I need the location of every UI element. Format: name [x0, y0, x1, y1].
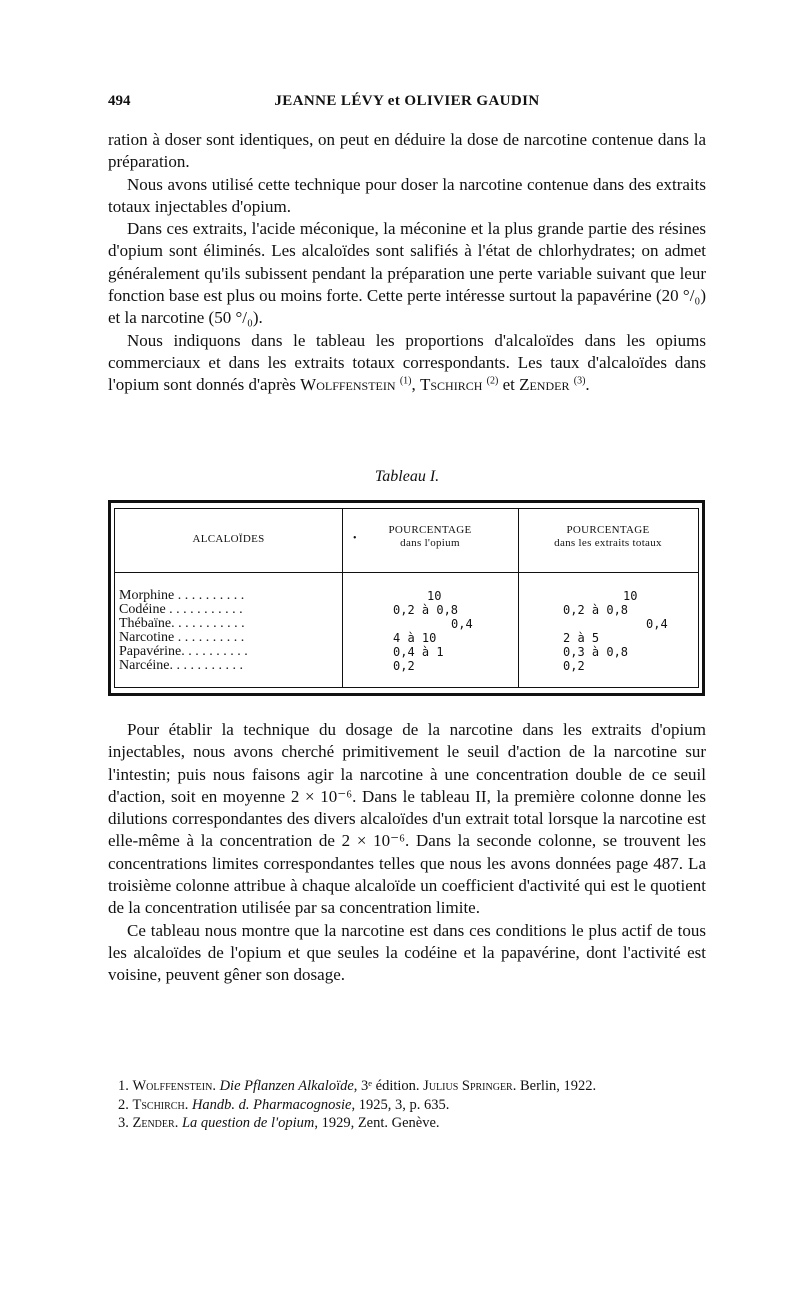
- footnote-author: Wolffenstein: [132, 1078, 213, 1094]
- footnote-number: 2.: [118, 1096, 133, 1113]
- table-row: [115, 659, 698, 673]
- extrait-value: 2 à 5: [563, 631, 600, 645]
- paragraph: Nous avons utilisé cette technique pour doser la narcotine contenue dans des extraits totaux injectables d'opium.: [108, 174, 706, 216]
- table-row: [115, 631, 698, 645]
- extrait-value: 0,4: [646, 617, 668, 631]
- opium-value: 10: [427, 589, 442, 603]
- opium-value: 4 à 10: [393, 631, 437, 645]
- paragraph: Dans ces extraits, l'acide méconique, la méconine et la plus grande partie des résines d'opium sont éliminés. Les alcaloïdes sont salifiés à l'état de chlorhydrates; on admet généralement qu'ils subissent pendant la préparation une perte variable suivant que leur fonction base est plus ou moins forte. Cette perte intéresse surtout la papavérine (20 °/₀) et la narcotine (50 °/₀).: [108, 219, 706, 328]
- footnote-2: 2. Tschirch. Handb. d. Pharmacognosie, 1925, 3, p. 635.: [118, 1096, 450, 1113]
- table-row: [115, 589, 698, 603]
- alkaloid-name: Codéine . . . . . . . . . . .: [119, 603, 243, 617]
- footnote-3: 3. Zender. La question de l'opium, 1929, Zent. Genève.: [118, 1115, 440, 1132]
- footnote-1: 1. Wolffenstein. Die Pflanzen Alkaloïde, 3ᵉ édition. Julius Springer. Berlin, 1922.: [118, 1078, 597, 1094]
- paragraph: Pour établir la technique du dosage de la narcotine dans les extraits d'opium injectables, nous avons cherché primitivement le seuil d'action de la narcotine sur l'intestin; puis nous faisons agir la narcotine à une concentration double de ce seuil d'action, soit en moyenne 2 × 10⁻⁶. Dans le tableau II, la première colonne donne les dilutions correspondantes des divers alcaloïdes d'un extrait total lorsque la narcotine est elle-même à la concentration de 2 × 10⁻⁶. Dans la seconde colonne, se trouvent les concentrations limites correspondantes telles que nous les avons données page 487. La troisième colonne attribue à chaque alcaloïde un coefficient d'activité qui est le quotient de la concentration utilisée par sa concentration limite.: [108, 720, 706, 918]
- alkaloid-name: Thébaïne. . . . . . . . . . .: [119, 617, 245, 631]
- footnote-title: Die Pflanzen Alkaloïde: [219, 1078, 354, 1094]
- text-block-lower: [108, 719, 706, 987]
- extrait-value: 0,2 à 0,8: [563, 603, 629, 617]
- header-divider: [115, 572, 698, 573]
- opium-value: 0,4 à 1: [393, 645, 444, 659]
- text-block-upper: [108, 129, 706, 397]
- table-row: [115, 617, 698, 631]
- footnote-author: Tschirch: [132, 1096, 185, 1113]
- running-title: JEANNE LÉVY et OLIVIER GAUDIN: [274, 93, 540, 109]
- alkaloid-name: Papavérine. . . . . . . . . .: [119, 645, 248, 659]
- header-line: POURCENTAGE: [566, 524, 650, 536]
- footnote-publisher: Julius Springer: [423, 1078, 513, 1094]
- footnotes: [118, 1077, 708, 1133]
- alkaloid-name: Narcéine. . . . . . . . . . .: [119, 659, 244, 673]
- running-head: [108, 93, 706, 113]
- header-line: dans les extraits totaux: [554, 537, 662, 549]
- conjunction: et: [498, 375, 520, 395]
- table-row: [115, 603, 698, 617]
- alkaloid-name: Morphine . . . . . . . . . .: [119, 589, 245, 603]
- opium-value: 0,2 à 0,8: [393, 603, 459, 617]
- author-name: Zender: [519, 375, 570, 395]
- header-line: POURCENTAGE: [388, 524, 472, 536]
- paragraph: Ce tableau nous montre que la narcotine est dans ces conditions le plus actif de tous les alcaloïdes de l'opium et que seules la codéine et la papavérine, dont l'activité est voisine, peuvent gêner son dosage.: [108, 920, 706, 985]
- header-pourcentage-extraits: [518, 524, 698, 550]
- footnote-number: 1.: [118, 1078, 133, 1094]
- page-number: 494: [108, 93, 131, 109]
- opium-value: 0,2: [393, 659, 415, 673]
- header-line: dans l'opium: [400, 537, 460, 549]
- bullet-mark: •: [353, 533, 357, 544]
- footnote-text: , 3ᵉ édition.: [353, 1078, 424, 1094]
- header-alcaloides: ALCALOÏDES: [192, 533, 265, 545]
- footnote-ref: (2): [486, 375, 499, 387]
- alkaloid-name: Narcotine . . . . . . . . . .: [119, 631, 245, 645]
- header-pourcentage-opium: [342, 524, 518, 550]
- author-name: Tschirch: [419, 375, 483, 395]
- paragraph: ration à doser sont identiques, on peut en déduire la dose de narcotine contenue dans la préparation.: [108, 130, 706, 172]
- footnote-ref: (1): [399, 375, 412, 387]
- footnote-title: Handb. d. Pharmacognosie: [191, 1096, 352, 1113]
- paragraph: [108, 330, 706, 397]
- footnote-title: La question de l'opium: [181, 1115, 315, 1132]
- extrait-value: 0,2: [563, 659, 585, 673]
- footnote-ref: (3): [573, 375, 586, 387]
- extrait-value: 10: [623, 589, 638, 603]
- footnote-text: . Berlin, 1922.: [512, 1078, 597, 1094]
- punctuation: .: [585, 375, 590, 395]
- table-title: Tableau I.: [374, 468, 440, 485]
- author-name: Wolffenstein: [300, 375, 396, 395]
- punctuation: ,: [411, 375, 420, 395]
- footnote-text: , 1925, 3, p. 635.: [351, 1096, 450, 1113]
- footnote-author: Zender: [132, 1115, 175, 1132]
- extrait-value: 0,3 à 0,8: [563, 645, 629, 659]
- footnote-text: , 1929, Zent. Genève.: [314, 1115, 440, 1132]
- opium-value: 0,4: [451, 617, 473, 631]
- table-frame: [114, 508, 699, 688]
- alkaloid-table: [108, 500, 705, 696]
- table-row: [115, 645, 698, 659]
- footnote-number: 3.: [118, 1115, 133, 1132]
- paragraph-text: Nous indiquons dans le tableau les proportions d'alcaloïdes dans les opiums commerciaux et dans les extraits totaux correspondants. Les taux d'alcaloïdes dans l'opium sont donnés d'après: [108, 330, 706, 395]
